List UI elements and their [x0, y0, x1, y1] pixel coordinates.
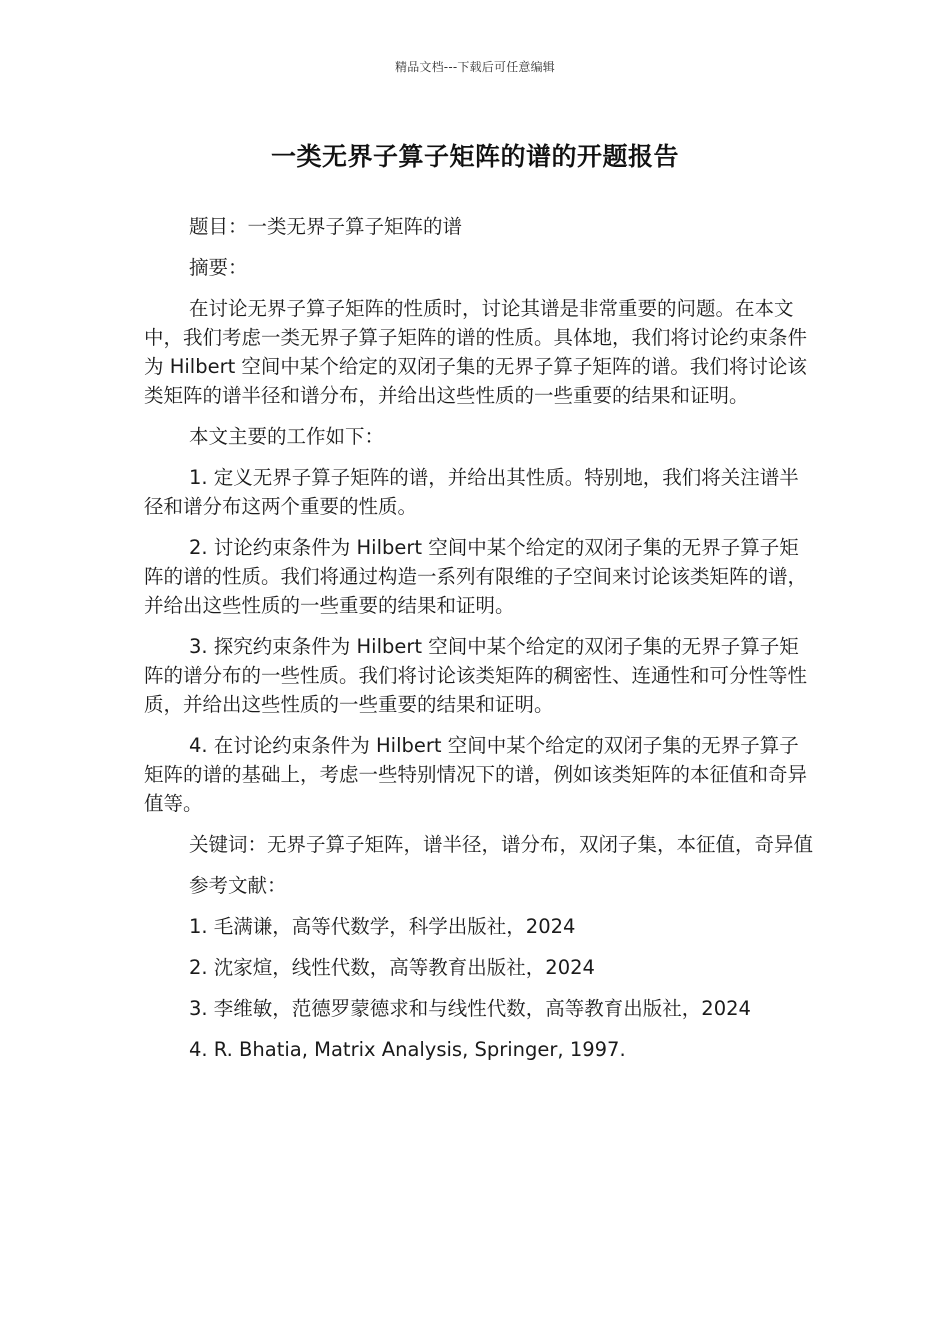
work-item-3: 3. 探究约束条件为 Hilbert 空间中某个给定的双闭子集的无界子算子矩阵的谱分布的一些性质。我们将讨论该类矩阵的稠密性、连通性和可分性等性质，并给出这些性质的一些重要的结果和证明。 [144, 635, 808, 716]
work-intro: 本文主要的工作如下： [189, 425, 385, 448]
reference-item-4: 4. R. Bhatia, Matrix Analysis, Springer, 1997. [189, 1038, 626, 1061]
abstract-label: 摘要： [189, 256, 248, 279]
reference-item-2: 2. 沈家煊，线性代数，高等教育出版社，2024 [189, 956, 595, 979]
reference-item-3: 3. 李维敏，范德罗蒙德求和与线性代数，高等教育出版社，2024 [189, 997, 751, 1020]
reference-item-1: 1. 毛满谦，高等代数学，科学出版社，2024 [189, 915, 576, 938]
keywords-paragraph: 关键词：无界子算子矩阵，谱半径，谱分布，双闭子集，本征值，奇异值 [189, 833, 814, 856]
document-title: 一类无界子算子矩阵的谱的开题报告 [270, 142, 679, 171]
references-label: 参考文献： [189, 874, 287, 897]
topic-line: 题目：一类无界子算子矩阵的谱 [189, 215, 463, 238]
work-item-1: 1. 定义无界子算子矩阵的谱，并给出其性质。特别地，我们将关注谱半径和谱分布这两个重要的性质。 [144, 466, 799, 518]
work-item-4: 4. 在讨论约束条件为 Hilbert 空间中某个给定的双闭子集的无界子算子矩阵的谱的基础上，考虑一些特别情况下的谱，例如该类矩阵的本征值和奇异值等。 [144, 734, 808, 815]
document-body [144, 212, 816, 1076]
abstract-paragraph: 在讨论无界子算子矩阵的性质时，讨论其谱是非常重要的问题。在本文中，我们考虑一类无界子算子矩阵的谱的性质。具体地，我们将讨论约束条件为 Hilbert 空间中某个给定的双闭子集的无界子算子矩阵的谱。我们将讨论该类矩阵的谱半径和谱分布，并给出这些性质的一些重要的结果和证明。 [144, 297, 808, 407]
page-header: 精品文档---下载后可任意编辑 [395, 60, 555, 74]
work-item-2: 2. 讨论约束条件为 Hilbert 空间中某个给定的双闭子集的无界子算子矩阵的谱的性质。我们将通过构造一系列有限维的子空间来讨论该类矩阵的谱，并给出这些性质的一些重要的结果和证明。 [144, 536, 808, 617]
